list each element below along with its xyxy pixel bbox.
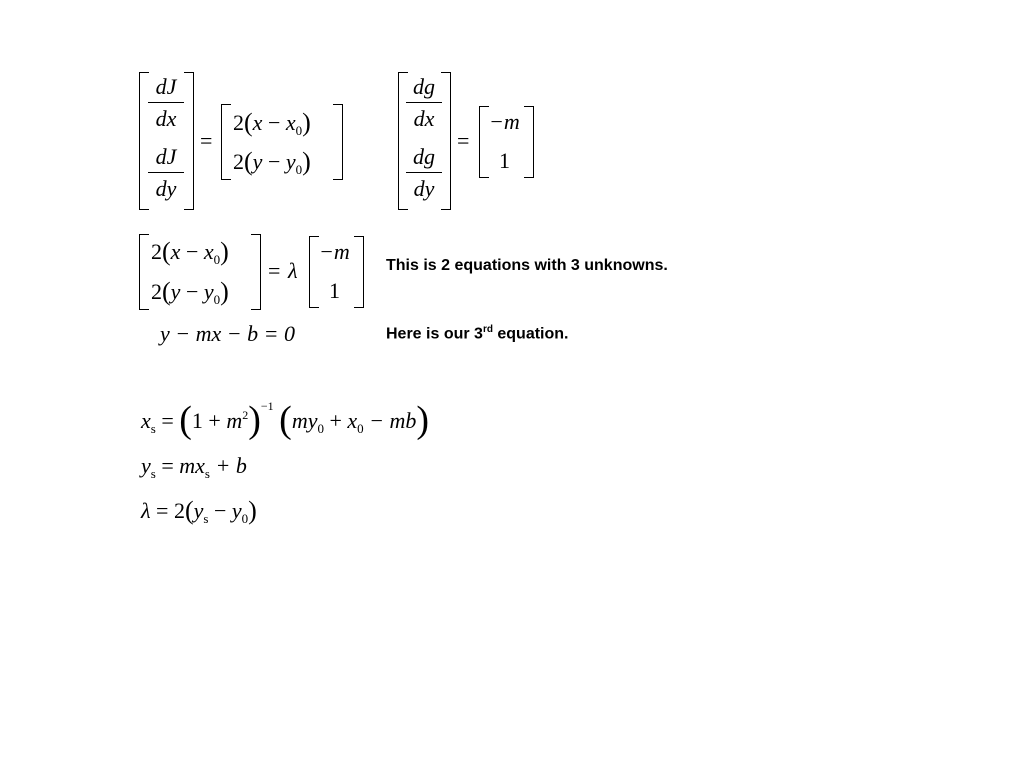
paren: ) <box>416 399 430 441</box>
paren: ) <box>220 237 229 266</box>
variable: m <box>226 408 243 433</box>
matrix-row-1 <box>233 110 311 138</box>
variable: y <box>252 149 263 174</box>
variable: y <box>193 498 204 523</box>
coefficient: 2 <box>233 149 244 174</box>
constraint-equation: y − mx − b = 0 <box>160 321 295 346</box>
plus: + <box>323 408 348 433</box>
subscript: 0 <box>295 123 303 138</box>
variable: x <box>285 110 296 135</box>
equals-sign: = <box>161 408 174 433</box>
equals-sign: = <box>161 453 174 478</box>
matrix-row-1 <box>151 239 229 267</box>
fraction-dJ-dy <box>148 146 184 200</box>
fraction-bar <box>148 102 184 103</box>
equals-sign: = <box>457 128 470 153</box>
paren: ( <box>179 399 192 441</box>
superscript: −1 <box>260 399 274 413</box>
term: − mb <box>363 408 417 433</box>
variable: x <box>347 408 358 433</box>
denominator: dx <box>155 106 177 131</box>
left-bracket <box>221 104 231 180</box>
paren: ) <box>302 108 311 137</box>
left-bracket <box>139 234 149 310</box>
numerator: dg <box>413 144 435 169</box>
coefficient: 2 <box>173 498 185 523</box>
note-text: equation. <box>492 325 569 343</box>
matrix-row-2: 1 <box>329 278 340 303</box>
term: 1 + <box>191 408 227 433</box>
right-bracket <box>333 104 343 180</box>
note-third-equation <box>386 324 569 343</box>
variable: y <box>231 498 242 523</box>
right-bracket <box>524 106 534 178</box>
subscript: s <box>203 511 209 526</box>
lambda-symbol: λ <box>141 498 151 523</box>
numerator: dg <box>413 74 435 99</box>
ys-solution <box>141 454 247 481</box>
matrix-row-2 <box>151 279 229 307</box>
minus: − <box>208 498 232 523</box>
numerator: dJ <box>155 144 177 169</box>
subscript: 0 <box>241 511 249 526</box>
fraction-dg-dx <box>406 76 442 130</box>
superscript: 2 <box>242 408 249 422</box>
paren: ( <box>244 108 253 137</box>
paren: ) <box>220 277 229 306</box>
coefficient: 2 <box>151 239 162 264</box>
subscript: 0 <box>213 252 221 267</box>
right-bracket <box>184 72 194 210</box>
variable: x <box>203 239 214 264</box>
paren: ) <box>248 399 261 441</box>
right-bracket <box>441 72 451 210</box>
lambda-symbol: λ <box>288 258 298 283</box>
minus: − <box>185 279 199 304</box>
coefficient: 2 <box>151 279 162 304</box>
variable: x <box>170 239 181 264</box>
variable: mx <box>179 453 205 478</box>
matrix-row-2 <box>233 149 311 177</box>
fraction-bar <box>406 102 442 103</box>
term: + b <box>209 453 247 478</box>
coefficient: 2 <box>233 110 244 135</box>
fraction-dg-dy <box>406 146 442 200</box>
lambda-solution <box>141 498 257 526</box>
subscript: 0 <box>213 292 221 307</box>
variable: y <box>170 279 181 304</box>
fraction-bar <box>148 172 184 173</box>
note-two-equations: This is 2 equations with 3 unknowns. <box>386 257 668 274</box>
denominator: dy <box>413 176 435 201</box>
variable: y <box>285 149 296 174</box>
variable: y <box>141 453 151 478</box>
equals-sign: = <box>268 258 281 283</box>
matrix-row-2: 1 <box>499 148 510 173</box>
matrix-row-1: −m <box>319 239 350 264</box>
variable: x <box>141 408 151 433</box>
paren: ( <box>162 237 171 266</box>
subscript: 0 <box>295 162 303 177</box>
matrix-row-1: −m <box>489 109 520 134</box>
paren: ( <box>184 496 194 525</box>
paren: ( <box>279 399 292 441</box>
variable: x <box>252 110 263 135</box>
subscript: 0 <box>317 421 324 436</box>
left-bracket <box>479 106 489 178</box>
subscript: s <box>204 466 210 481</box>
denominator: dx <box>413 106 435 131</box>
equals-sign: = <box>200 128 213 153</box>
equals-sign: = <box>156 498 169 523</box>
right-bracket <box>251 234 261 310</box>
xs-solution <box>141 399 430 441</box>
note-text: Here is our 3 <box>386 325 483 343</box>
subscript: 0 <box>357 421 364 436</box>
variable: my <box>291 408 318 433</box>
minus: − <box>267 110 281 135</box>
numerator: dJ <box>155 74 177 99</box>
fraction-dJ-dx <box>148 76 184 130</box>
paren: ( <box>244 147 253 176</box>
denominator: dy <box>155 176 177 201</box>
paren: ) <box>302 147 311 176</box>
fraction-bar <box>406 172 442 173</box>
right-bracket <box>354 236 364 308</box>
paren: ( <box>162 277 171 306</box>
subscript: s <box>150 421 156 436</box>
subscript: s <box>150 466 156 481</box>
minus: − <box>267 149 281 174</box>
note-superscript: rd <box>482 324 493 335</box>
minus: − <box>185 239 199 264</box>
left-bracket <box>309 236 319 308</box>
paren: ) <box>248 496 257 525</box>
variable: y <box>203 279 214 304</box>
